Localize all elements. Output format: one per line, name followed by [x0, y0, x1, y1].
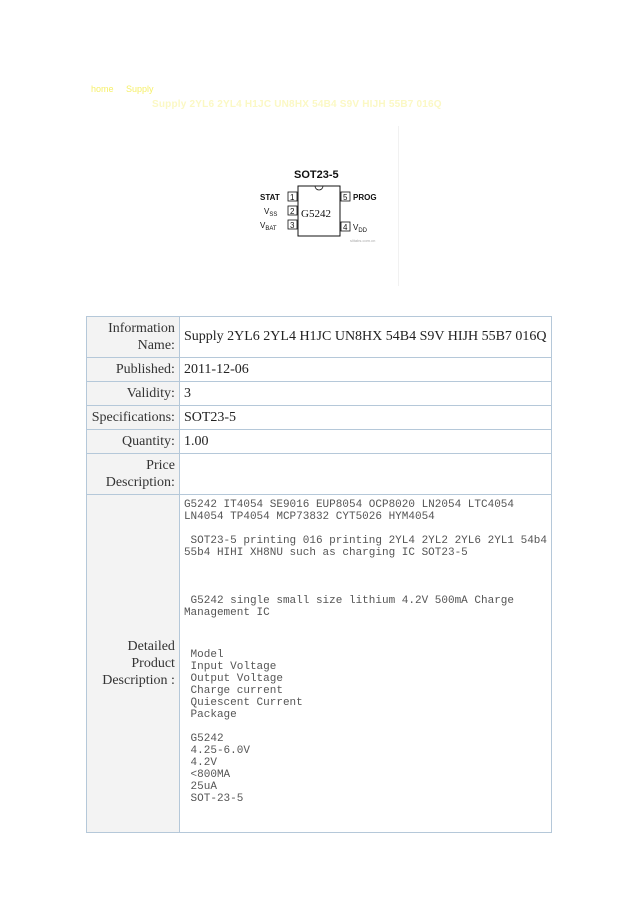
spec-name: Output Voltage	[183, 673, 283, 685]
table-row	[87, 382, 552, 406]
info-name-label: Information Name:	[87, 317, 180, 358]
product-image	[242, 126, 399, 286]
breadcrumb-supply-link[interactable]: Supply	[126, 84, 154, 94]
svg-text:2: 2	[290, 207, 295, 216]
spec-value: G5242	[183, 733, 224, 745]
spec-value: 4.2V	[183, 757, 217, 769]
svg-text:PROG: PROG	[353, 193, 377, 202]
svg-text:STAT: STAT	[260, 193, 280, 202]
svg-text:4: 4	[343, 223, 348, 232]
detail-line: LN4054 TP4054 MCP73832 CYT5026 HYM4054	[183, 511, 435, 523]
product-info-table	[86, 316, 552, 833]
page-subtitle: Supply 2YL6 2YL4 H1JC UN8HX 54B4 S9V HIJH 55B7 016Q	[152, 99, 442, 110]
table-row	[87, 358, 552, 382]
detail-line: Management IC	[183, 607, 270, 619]
specifications-label: Specifications:	[87, 406, 180, 430]
breadcrumb	[91, 84, 164, 94]
validity-value: 3	[179, 382, 551, 406]
spec-name: Model	[183, 649, 224, 661]
spec-value: 25uA	[183, 781, 217, 793]
spec-value: 4.25-6.0V	[183, 745, 250, 757]
detail-line: G5242 IT4054 SE9016 EUP8054 OCP8020 LN2054 LTC4054	[183, 499, 514, 511]
table-row	[87, 317, 552, 358]
spec-name: Quiescent Current	[183, 697, 303, 709]
spec-value: <800MA	[183, 769, 231, 781]
published-label: Published:	[87, 358, 180, 382]
table-row	[87, 430, 552, 454]
chip-label: G5242	[301, 208, 331, 220]
package-title: SOT23-5	[294, 169, 339, 181]
svg-text:5: 5	[343, 193, 348, 202]
quantity-value: 1.00	[179, 430, 551, 454]
detail-line: G5242 single small size lithium 4.2V 500mA Charge	[183, 595, 514, 607]
svg-text:3: 3	[290, 221, 295, 230]
svg-text:VDD: $V_{DD}$	[353, 223, 368, 234]
detailed-description-value	[179, 495, 551, 833]
spec-name: Charge current	[183, 685, 283, 697]
price-description-label: Price Description:	[87, 454, 180, 495]
specifications-value: SOT23-5	[179, 406, 551, 430]
quantity-label: Quantity:	[87, 430, 180, 454]
breadcrumb-home-link[interactable]: home	[91, 84, 114, 94]
info-name-value: Supply 2YL6 2YL4 H1JC UN8HX 54B4 S9V HIJH 55B7 016Q	[179, 317, 551, 358]
svg-text:VSS: $V_{SS}$	[264, 207, 278, 218]
table-row	[87, 406, 552, 430]
detailed-description-label: Detailed Product Description :	[87, 495, 180, 833]
table-row	[87, 495, 552, 833]
table-row	[87, 454, 552, 495]
svg-text:slitabs.com.cn: slitabs.com.cn	[350, 238, 376, 243]
svg-text:VBAT: $V_{BAT}$	[260, 221, 277, 232]
published-value: 2011-12-06	[179, 358, 551, 382]
svg-text:1: 1	[290, 193, 295, 202]
spec-name: Input Voltage	[183, 661, 277, 673]
price-description-value	[179, 454, 551, 495]
detail-line: 55b4 HIHI XH8NU such as charging IC SOT23-5	[183, 547, 468, 559]
validity-label: Validity:	[87, 382, 180, 406]
detail-line: SOT23-5 printing 016 printing 2YL4 2YL2 2YL6 2YL1 54b4	[183, 535, 547, 547]
spec-name: Package	[183, 709, 237, 721]
spec-value: SOT-23-5	[183, 793, 244, 805]
